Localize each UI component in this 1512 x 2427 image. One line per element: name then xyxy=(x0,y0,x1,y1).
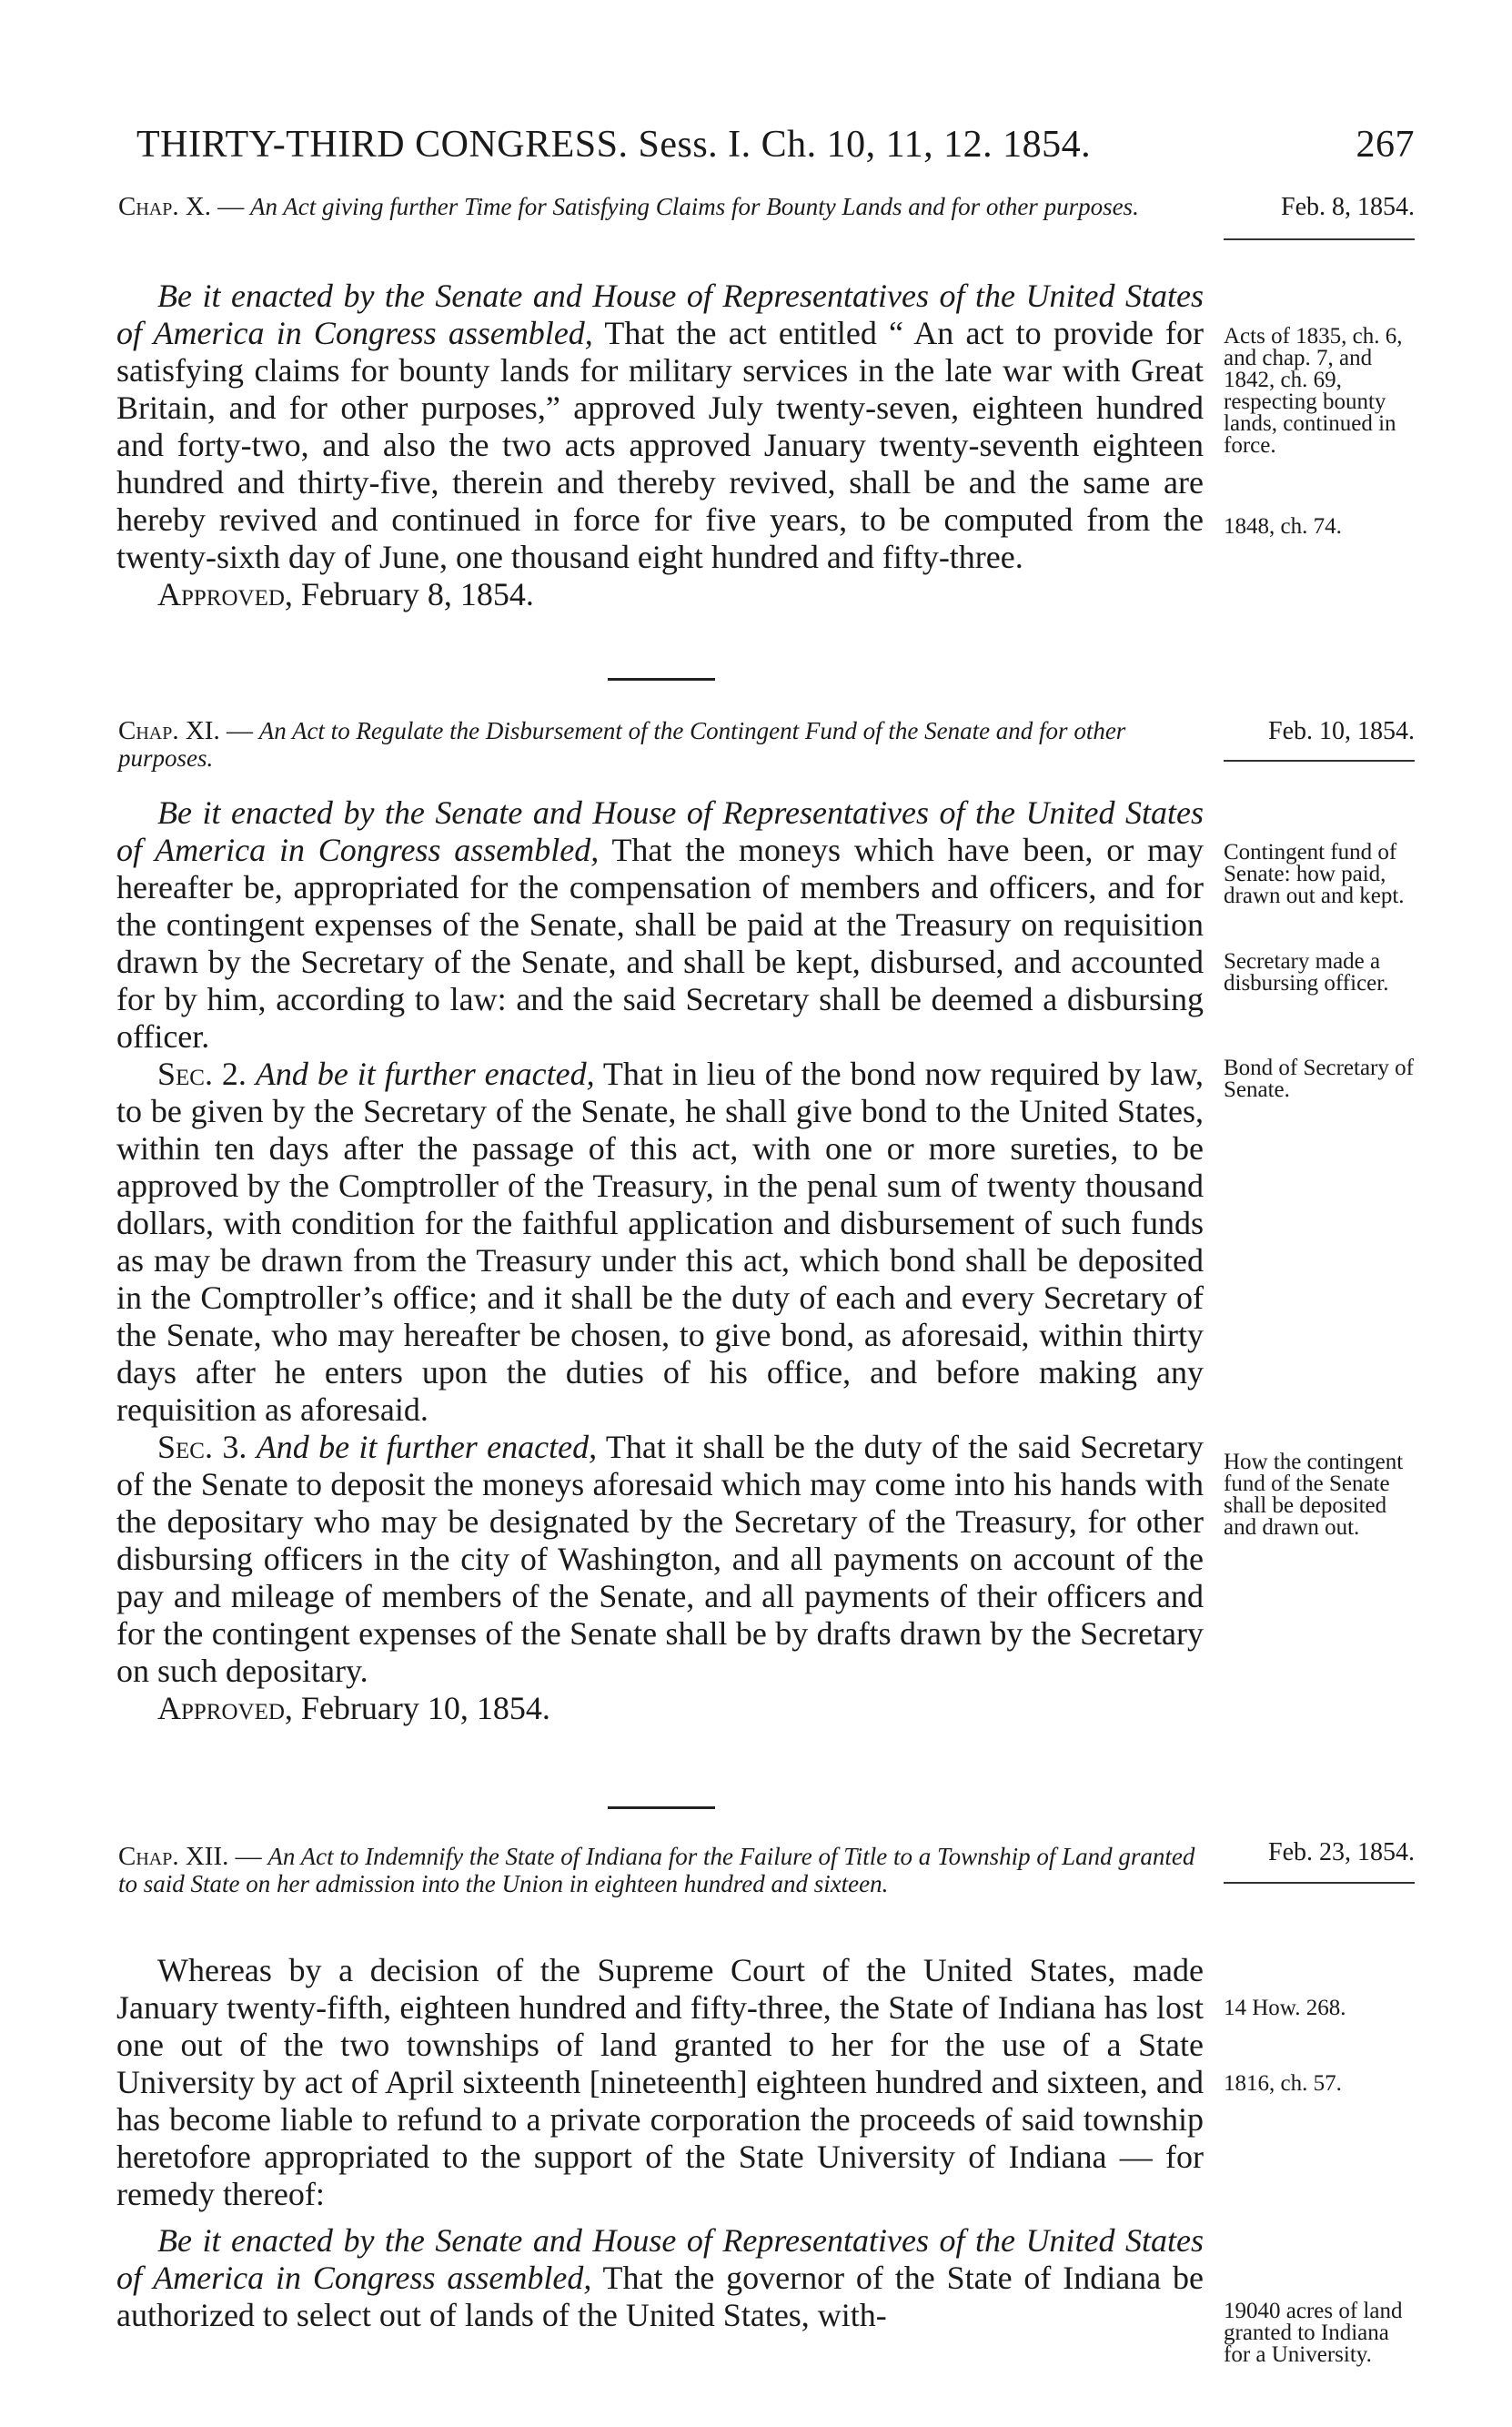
chapter-10-approved-label: Approved, xyxy=(157,576,293,612)
chapter-10-lead: Chap. X. — xyxy=(118,192,245,221)
chapter-12-lead: Chap. XII. — xyxy=(118,1842,262,1871)
chapter-12-text: That the governor of the State of Indiana be authorized to select out of lands of the United States, with- xyxy=(116,2260,1204,2333)
chapter-11-lead: Chap. XI. — xyxy=(118,716,253,745)
section-3-further: And be it further enacted, xyxy=(256,1429,598,1465)
chapter-12-title: An Act to Indemnify the State of Indiana for the Failure of Title to a Township of Land granted to said State on her admission into the Union in eighteen hundred and sixteen. xyxy=(118,1843,1195,1897)
chapter-11-text: That the moneys which have been, or may hereafter be, appropriated for the compensation of members and officers, and for the contingent expenses of the Senate, shall be paid at the Treasury on requisition drawn by the Secretary of the Senate, and shall be kept, disbursed, and accounted for by him, according to law: and the said Secretary shall be deemed a disbursing officer. xyxy=(116,832,1204,1055)
chapter-10-title: An Act giving further Time for Satisfying Claims for Bounty Lands and for other purposes. xyxy=(250,193,1139,220)
section-3-label: Sec. 3. xyxy=(157,1429,247,1465)
chapter-11-body xyxy=(116,794,1204,1727)
chapter-10-date: Feb. 8, 1854. xyxy=(1281,193,1415,221)
chapter-10-margin-note-2: 1848, ch. 74. xyxy=(1224,514,1342,539)
chapter-12-margin-note-2: 1816, ch. 57. xyxy=(1224,2071,1342,2096)
chapter-10-text: That the act entitled “ An act to provide for satisfying claims for bounty lands for military services in the late war with Great Britain, and for other purposes,” approved July twenty-seven, eighteen hundred and forty-two, and also the two acts approved January twenty-seventh eighteen hundred and thirty-five, therein and thereby revived, shall be and the same are hereby revived and continued in force for five years, to be computed from the twenty-sixth day of June, one thousand eight hundred and fifty-three. xyxy=(116,315,1204,575)
chapter-11-date: Feb. 10, 1854. xyxy=(1268,717,1415,745)
section-2-label: Sec. 2. xyxy=(157,1056,247,1092)
chapter-12-date-rule xyxy=(1224,1882,1415,1884)
chapter-11-margin-note-1: Contingent fund of Senate: how paid, drawn out and kept. xyxy=(1224,840,1405,908)
chapter-12-margin-note-3: 19040 acres of land granted to Indiana for a University. xyxy=(1224,2299,1403,2367)
chapter-12-enacting-clause: Be it enacted by the Senate and House of Representatives of the United States of America in Congress assembled, xyxy=(116,2222,1204,2296)
chapter-12-date: Feb. 23, 1854. xyxy=(1268,1838,1415,1866)
section-2-further: And be it further enacted, xyxy=(255,1056,595,1092)
header-title: THIRTY-THIRD CONGRESS. Sess. I. Ch. 10, 11, 12. 1854. xyxy=(136,124,1092,166)
chapter-11-heading xyxy=(118,717,1210,772)
chapter-10-margin-note-1: Acts of 1835, ch. 6, and chap. 7, and 1842, ch. 69, respecting bounty lands, continued in force. xyxy=(1224,324,1403,458)
chapter-10-approved-date: February 8, 1854. xyxy=(300,576,534,612)
chapter-10-heading xyxy=(118,193,1210,220)
chapter-separator xyxy=(608,1806,715,1809)
section-2-text: That in lieu of the bond now required by law, to be given by the Secretary of the Senate, he shall give bond to the United States, within ten days after the passage of this act, with one or more sureties, to be approved by the Comptroller of the Treasury, in the penal sum of twenty thousand dollars, with condition for the faithful application and disbursement of such funds as may be drawn from the Treasury under this act, which bond shall be deposited in the Comptroller’s office; and it shall be the duty of each and every Secretary of the Senate, who may hereafter be chosen, to give bond, as aforesaid, within thirty days after he enters upon the duties of his office, and before making any requisition as aforesaid. xyxy=(116,1056,1204,1428)
chapter-10-date-rule xyxy=(1224,238,1415,240)
chapter-11-approved-label: Approved, xyxy=(157,1690,293,1726)
chapter-11-margin-note-3: Bond of Secretary of Senate. xyxy=(1224,1056,1414,1102)
chapter-11-margin-note-4: How the contingent fund of the Senate shall be deposited and drawn out. xyxy=(1224,1450,1404,1540)
chapter-12-preamble: Whereas by a decision of the Supreme Court of the United States, made January twenty-fifth, eighteen hundred and fifty-three, the State of Indiana has lost one out of the two townships of land granted to her for the use of a State University by act of April sixteenth [nineteenth] eighteen hundred and sixteen, and has become liable to refund to a private corporation the proceeds of said township heretofore appropriated to the support of the State University of Indiana — for remedy thereof: xyxy=(116,1952,1204,2212)
section-3-text: That it shall be the duty of the said Secretary of the Senate to deposit the moneys aforesaid which may come into his hands with the depositary who may be designated by the Secretary of the Treasury, for other disbursing officers in the city of Washington, and all payments on account of the pay and mileage of members of the Senate, and all payments of their officers and for the contingent expenses of the Senate shall be by drafts drawn by the Secretary on such depositary. xyxy=(116,1429,1204,1689)
chapter-11-margin-note-2: Secretary made a disbursing officer. xyxy=(1224,949,1389,996)
chapter-11-title: An Act to Regulate the Disbursement of the Contingent Fund of the Senate and for other purposes. xyxy=(118,717,1126,772)
chapter-11-enacting-clause: Be it enacted by the Senate and House of Representatives of the United States of America in Congress assembled, xyxy=(116,794,1204,868)
chapter-12-margin-note-1: 14 How. 268. xyxy=(1224,1996,1346,2020)
chapter-12-heading xyxy=(118,1843,1210,1897)
chapter-12-body xyxy=(116,1952,1204,2334)
page-number: 267 xyxy=(1356,124,1415,166)
chapter-10-enacting-clause: Be it enacted by the Senate and House of Representatives of the United States of America in Congress assembled, xyxy=(116,278,1204,351)
chapter-11-date-rule xyxy=(1224,760,1415,762)
chapter-11-approved-date: February 10, 1854. xyxy=(300,1690,550,1726)
chapter-10-body xyxy=(116,278,1204,613)
chapter-separator xyxy=(608,678,715,681)
